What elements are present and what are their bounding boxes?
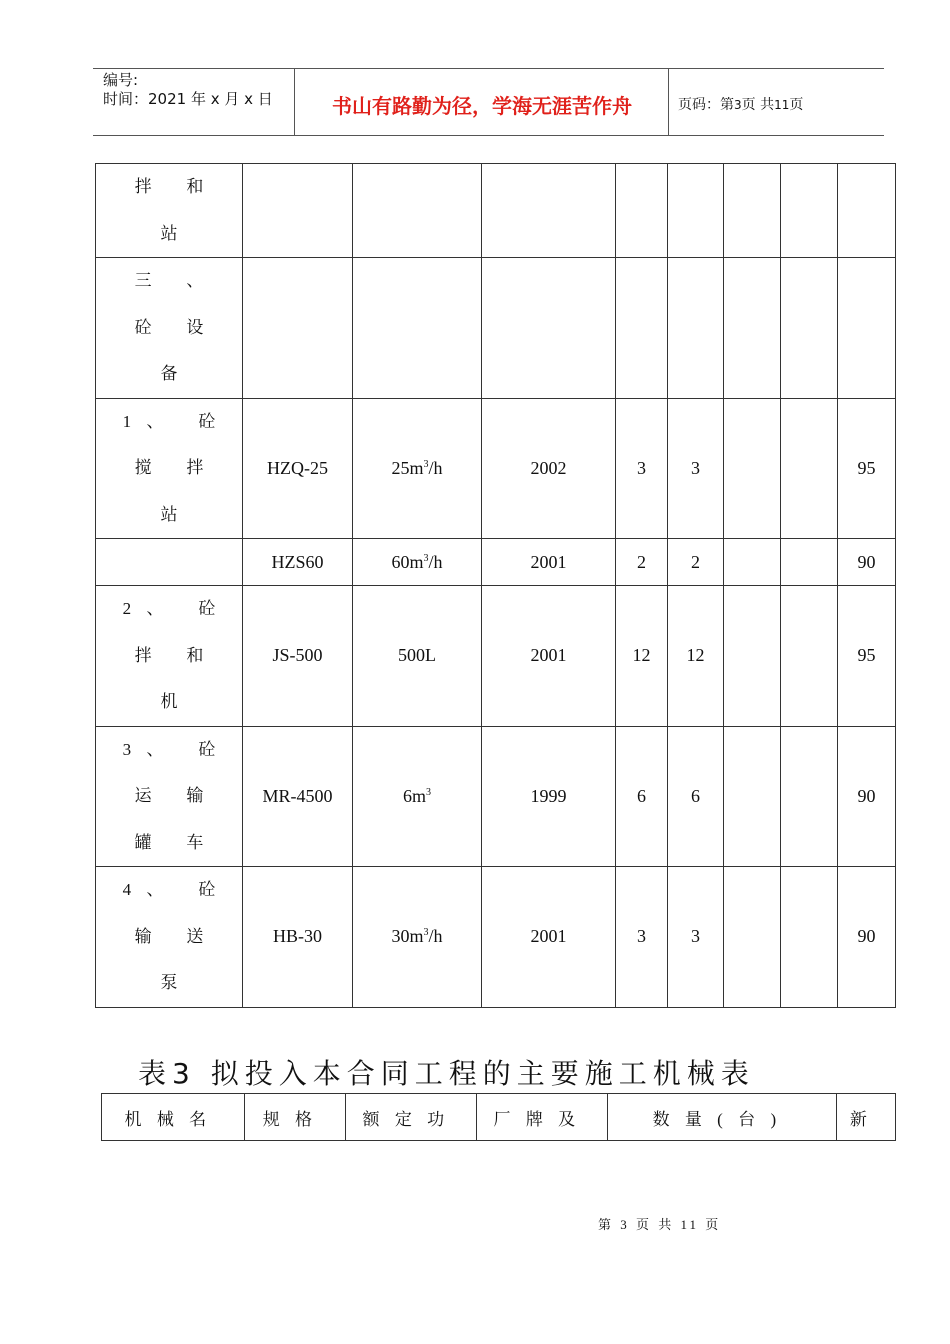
capacity-sup: 3 [423, 458, 429, 470]
capacity-sup: 3 [423, 927, 429, 939]
cell-newness: 95 [838, 586, 896, 727]
cell-empty [781, 539, 838, 586]
cell-newness: 90 [838, 539, 896, 586]
cell-empty [724, 539, 781, 586]
cell-quantity-available: 6 [668, 726, 724, 867]
cell-capacity [353, 539, 482, 586]
page-mid: 页 共 [741, 97, 775, 113]
header-divider [668, 69, 669, 136]
cell-spec: HB-30 [243, 867, 353, 1008]
machinery-table-header [101, 1093, 896, 1141]
capacity-base: 30m [391, 926, 424, 947]
cell-empty [781, 867, 838, 1008]
capacity-base: 6m [402, 785, 426, 806]
cell-year [482, 258, 616, 399]
cell-capacity [353, 258, 482, 399]
cell-quantity: 3 [616, 867, 668, 1008]
cell-empty [781, 398, 838, 539]
capacity-tail: /h [428, 551, 443, 572]
cell-capacity [353, 398, 482, 539]
table-header-row [102, 1094, 896, 1141]
cell-year: 2002 [482, 398, 616, 539]
name-line: 拌 和 [134, 177, 219, 196]
header-cell: 机械名 [102, 1094, 245, 1141]
cell-quantity [616, 258, 668, 399]
cell-machine-name [96, 258, 243, 399]
cell-quantity-available: 3 [668, 398, 724, 539]
cell-quantity [616, 164, 668, 258]
table-row [96, 258, 896, 399]
cell-newness: 90 [838, 726, 896, 867]
header-cell: 数量(台) [608, 1094, 837, 1141]
name-line: 三 、 [134, 271, 219, 290]
header-cell: 额定功 [346, 1094, 477, 1141]
capacity-sup: 3 [423, 552, 429, 564]
name-line: 罐 车 [134, 832, 219, 852]
capacity-base: 25m [391, 457, 424, 478]
cell-capacity [353, 164, 482, 258]
capacity-base: 500L [398, 645, 436, 666]
cell-quantity: 6 [616, 726, 668, 867]
cell-year: 1999 [482, 726, 616, 867]
cell-spec: HZS60 [243, 539, 353, 586]
cell-empty [781, 258, 838, 399]
capacity-sup: 3 [426, 786, 431, 798]
table-row [96, 539, 896, 586]
cell-empty [781, 586, 838, 727]
name-line: 砼 设 [134, 317, 219, 337]
name-line: 站 [160, 504, 193, 524]
cell-quantity-available: 3 [668, 867, 724, 1008]
cell-empty [724, 258, 781, 399]
name-line: 4、 砼 [122, 880, 231, 899]
capacity-tail: /h [428, 457, 443, 478]
header-meta [103, 71, 273, 109]
name-line: 备 [160, 364, 193, 383]
name-line: 机 [160, 692, 193, 711]
doc-number-label: 编号: [103, 71, 139, 89]
cell-capacity [353, 726, 482, 867]
name-line: 泵 [160, 973, 193, 992]
page-suffix: 页 [789, 97, 804, 113]
cell-year: 2001 [482, 867, 616, 1008]
cell-quantity: 12 [616, 586, 668, 727]
cell-quantity: 3 [616, 398, 668, 539]
cell-quantity-available: 12 [668, 586, 724, 727]
cell-quantity: 2 [616, 539, 668, 586]
table-row [96, 398, 896, 539]
table-row [96, 586, 896, 727]
cell-machine-name [96, 586, 243, 727]
header-top-rule [93, 68, 884, 69]
name-line: 站 [160, 223, 193, 243]
name-line: 输 送 [134, 926, 219, 946]
cell-empty [781, 164, 838, 258]
capacity-tail: /h [428, 926, 443, 947]
cell-newness: 95 [838, 398, 896, 539]
cell-empty [724, 164, 781, 258]
header-divider [294, 69, 295, 136]
cell-quantity-available [668, 164, 724, 258]
cell-capacity [353, 586, 482, 727]
table3-title: 表3 拟投入本合同工程的主要施工机械表 [138, 1057, 755, 1090]
cell-year: 2001 [482, 586, 616, 727]
cell-newness [838, 258, 896, 399]
table-row [96, 867, 896, 1008]
cell-capacity [353, 867, 482, 1008]
name-line: 2、 砼 [122, 599, 231, 618]
cell-spec: HZQ-25 [243, 398, 353, 539]
header-cell: 厂牌及 [477, 1094, 608, 1141]
cell-spec: MR-4500 [243, 726, 353, 867]
cell-empty [724, 586, 781, 727]
name-line: 拌 和 [134, 645, 219, 665]
page-current: 3 [734, 98, 742, 112]
header-cell: 新 [837, 1094, 896, 1141]
cell-spec [243, 164, 353, 258]
name-line: 1、 砼 [122, 411, 231, 431]
cell-quantity-available [668, 258, 724, 399]
page-prefix: 页码：第 [678, 97, 734, 113]
cell-machine-name [96, 726, 243, 867]
cell-quantity-available: 2 [668, 539, 724, 586]
page-total: 11 [774, 98, 790, 112]
cell-empty [724, 867, 781, 1008]
cell-machine-name [96, 398, 243, 539]
cell-machine-name [96, 867, 243, 1008]
cell-spec [243, 258, 353, 399]
name-line: 搅 拌 [134, 458, 219, 477]
cell-newness [838, 164, 896, 258]
cell-machine-name [96, 164, 243, 258]
header-bottom-rule [93, 135, 884, 136]
table-row [96, 164, 896, 258]
cell-empty [781, 726, 838, 867]
cell-year [482, 164, 616, 258]
cell-spec: JS-500 [243, 586, 353, 727]
cell-empty [724, 726, 781, 867]
name-line: 运 输 [134, 786, 219, 805]
cell-newness: 90 [838, 867, 896, 1008]
table-row [96, 726, 896, 867]
header-motto: 书山有路勤为径，学海无涯苦作舟 [332, 94, 632, 118]
doc-time: 时间：2021 年 x 月 x 日 [103, 90, 273, 108]
header-cell: 规格 [245, 1094, 346, 1141]
header-page-info [678, 94, 803, 114]
name-line: 3、 砼 [122, 739, 231, 759]
cell-empty [724, 398, 781, 539]
cell-machine-name [96, 539, 243, 586]
capacity-base: 60m [391, 551, 424, 572]
equipment-table [95, 163, 896, 1008]
cell-year: 2001 [482, 539, 616, 586]
page-footer: 第 3 页 共 11 页 [598, 1217, 722, 1232]
